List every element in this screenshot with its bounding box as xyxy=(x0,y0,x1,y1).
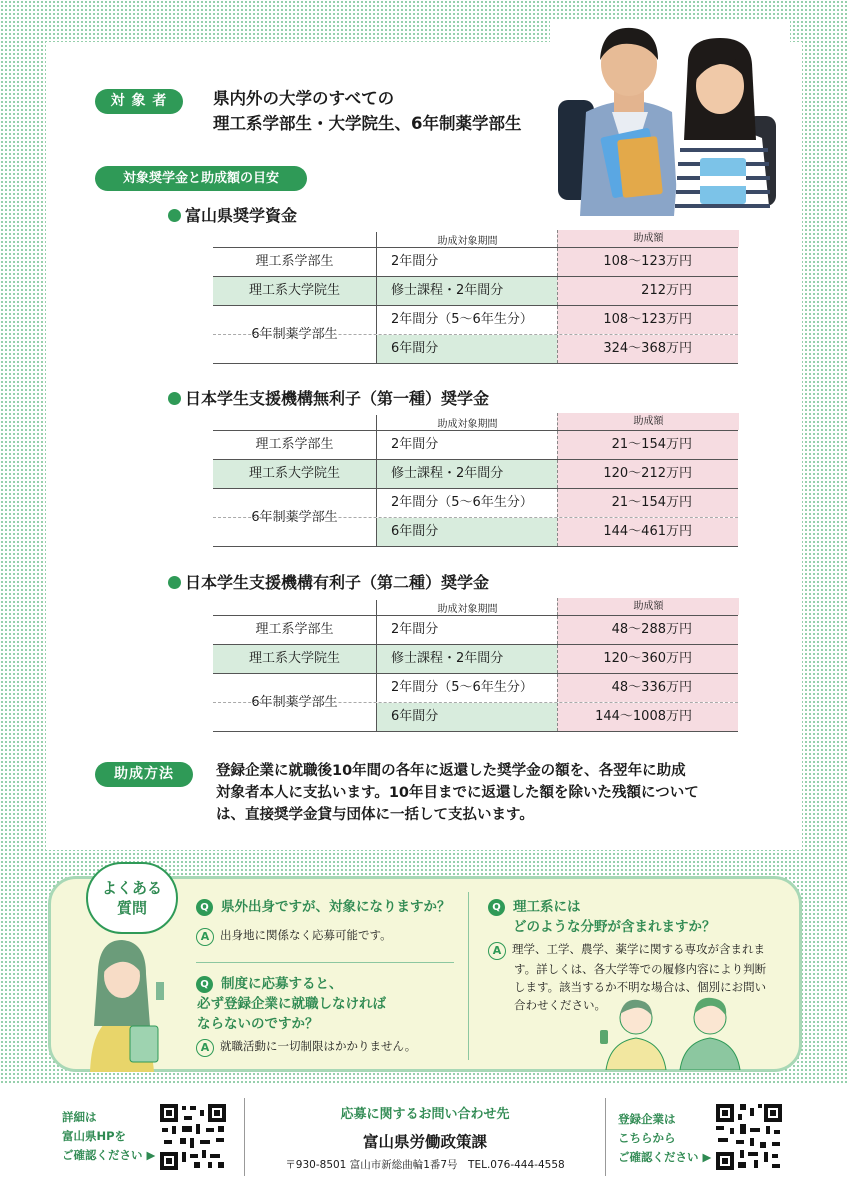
a1-text: 出身地に関係なく応募可能です。 xyxy=(220,928,392,942)
header-amount: 助成額 xyxy=(557,413,739,430)
header-period: 助成対象期間 xyxy=(376,600,558,615)
footer-divider-right xyxy=(605,1098,606,1176)
faq-column-divider xyxy=(468,892,469,1060)
q-icon: Q xyxy=(196,976,213,993)
target-description xyxy=(213,86,521,136)
table-row xyxy=(213,489,738,518)
two-students-illustration xyxy=(596,992,756,1070)
target-line2: 理工系学部生・大学院生、6年制薬学部生 xyxy=(213,114,522,133)
section-title-toyama xyxy=(168,203,297,226)
triangle-right-icon: ▶ xyxy=(698,1150,712,1164)
table-row xyxy=(213,674,738,703)
bubble-line2: 質問 xyxy=(116,899,147,917)
faq-a1 xyxy=(196,926,392,946)
qr-code-companies[interactable] xyxy=(714,1102,784,1172)
woman-illustration xyxy=(70,930,170,1072)
header-amount: 助成額 xyxy=(557,230,739,247)
row-amount: 120～360万円 xyxy=(557,645,738,673)
scholarship-label: 対象奨学金と助成額の目安 xyxy=(95,166,307,191)
row-period: 2年間分（5～6年生分） xyxy=(376,306,557,334)
row-category: 6年制薬学部生 xyxy=(251,695,338,710)
method-line1: 登録企業に就職後10年間の各年に返還した奨学金の額を、各翌年に助成 xyxy=(216,763,686,779)
table-row xyxy=(213,277,738,306)
row-category: 理工系大学院生 xyxy=(213,645,376,673)
left-line2: 富山県HPを xyxy=(62,1129,127,1143)
q1-text: 県外出身ですが、対象になりますか？ xyxy=(221,899,451,915)
section-title-jasso1 xyxy=(168,386,489,409)
qr-code-hp[interactable] xyxy=(158,1102,228,1172)
table-row xyxy=(213,518,738,547)
target-line1: 県内外の大学のすべての xyxy=(213,89,395,108)
row-amount: 108～123万円 xyxy=(557,306,738,334)
a-icon: A xyxy=(196,1039,214,1057)
section-title-text: 富山県奨学資金 xyxy=(185,206,298,225)
department-name: 富山県労働政策課 xyxy=(362,1133,487,1151)
row-period: 修士課程・2年間分 xyxy=(376,645,557,673)
section-title-text: 日本学生支援機構無利子（第一種）奨学金 xyxy=(185,389,490,408)
a3-line4: 合わせください。 xyxy=(514,998,606,1012)
row-category: 理工系学部生 xyxy=(255,254,334,269)
a2-text: 就職活動に一切制限はかかりません。 xyxy=(220,1039,417,1053)
table-row xyxy=(213,703,738,732)
row-period: 6年間分 xyxy=(376,518,557,546)
row-category: 理工系大学院生 xyxy=(213,277,376,305)
left-line1: 詳細は xyxy=(62,1110,97,1124)
table-row xyxy=(213,460,738,489)
faq-q3 xyxy=(488,897,716,937)
table-header xyxy=(213,230,738,248)
table-row xyxy=(213,431,738,460)
faq-bubble xyxy=(86,862,178,934)
students-photo xyxy=(550,20,790,216)
pharm-group xyxy=(213,306,738,364)
row-category: 理工系学部生 xyxy=(255,622,334,637)
contact-address: 〒930-8501 富山市新総曲輪1番7号 TEL.076-444-4558 xyxy=(285,1159,565,1171)
row-amount: 212万円 xyxy=(557,277,738,305)
row-period: 2年間分 xyxy=(376,431,557,459)
row-period: 2年間分 xyxy=(376,616,557,644)
table-row xyxy=(213,616,738,645)
row-amount: 120～212万円 xyxy=(557,460,738,488)
footer-right-note xyxy=(618,1110,711,1167)
q-icon: Q xyxy=(488,899,505,916)
row-amount: 144～1008万円 xyxy=(557,703,738,731)
header-amount: 助成額 xyxy=(557,598,739,615)
table-jasso2 xyxy=(213,598,738,732)
method-label: 助成方法 xyxy=(95,762,193,787)
row-category: 理工系学部生 xyxy=(255,437,334,452)
footer-left-note xyxy=(62,1108,155,1165)
row-period: 6年間分 xyxy=(376,335,557,363)
table-toyama xyxy=(213,230,738,364)
row-amount: 21～154万円 xyxy=(557,489,738,517)
bullet-icon xyxy=(168,392,181,405)
pharm-group xyxy=(213,489,738,547)
row-category: 6年制薬学部生 xyxy=(251,510,338,525)
q2-line3: ならないのですか？ xyxy=(197,1016,319,1032)
table-row xyxy=(213,645,738,674)
method-line2: 対象者本人に支払います。10年目までに返還した額を除いた残額について xyxy=(216,785,699,801)
table-row xyxy=(213,306,738,335)
table-header xyxy=(213,598,738,616)
row-amount: 48～336万円 xyxy=(557,674,738,702)
section-title-jasso2 xyxy=(168,570,489,593)
row-period: 2年間分（5～6年生分） xyxy=(376,489,557,517)
a-icon: A xyxy=(488,942,506,960)
row-period: 2年間分（5～6年生分） xyxy=(376,674,557,702)
method-description xyxy=(216,760,756,826)
row-period: 修士課程・2年間分 xyxy=(376,277,557,305)
row-amount: 108～123万円 xyxy=(557,248,738,276)
bullet-icon xyxy=(168,576,181,589)
right-line3: ご確認ください xyxy=(618,1150,699,1164)
contact-title: 応募に関するお問い合わせ先 xyxy=(340,1107,510,1122)
faq-a2 xyxy=(196,1037,416,1057)
target-label: 対 象 者 xyxy=(95,89,183,114)
a3-line3: します。該当するか不明な場合は、個別にお問い xyxy=(514,980,767,994)
row-period: 6年間分 xyxy=(376,703,557,731)
row-amount: 21～154万円 xyxy=(557,431,738,459)
bullet-icon xyxy=(168,209,181,222)
faq-divider xyxy=(196,962,454,963)
a3-line1: 理学、工学、農学、薬学に関する専攻が含まれま xyxy=(512,942,765,956)
a-icon: A xyxy=(196,928,214,946)
q2-line1: 制度に応募すると、 xyxy=(221,976,343,992)
header-period: 助成対象期間 xyxy=(376,232,558,247)
row-period: 2年間分 xyxy=(376,248,557,276)
table-jasso1 xyxy=(213,413,738,547)
right-line2: こちらから xyxy=(618,1131,676,1145)
row-period: 修士課程・2年間分 xyxy=(376,460,557,488)
q-icon: Q xyxy=(196,899,213,916)
q3-line1: 理工系には xyxy=(513,899,581,915)
section-title-text: 日本学生支援機構有利子（第二種）奨学金 xyxy=(185,573,490,592)
row-amount: 48～288万円 xyxy=(557,616,738,644)
a3-line2: す。詳しくは、各大学等での履修内容により判断 xyxy=(514,962,767,976)
bubble-line1: よくある xyxy=(101,879,162,897)
row-amount: 144～461万円 xyxy=(557,518,738,546)
q2-line2: 必ず登録企業に就職しなければ xyxy=(197,996,386,1012)
table-row xyxy=(213,335,738,364)
faq-q1 xyxy=(196,897,451,917)
left-line3: ご確認ください xyxy=(62,1148,143,1162)
row-amount: 324～368万円 xyxy=(557,335,738,363)
table-header xyxy=(213,413,738,431)
row-category: 理工系大学院生 xyxy=(213,460,376,488)
table-row xyxy=(213,248,738,277)
method-line3: は、直接奨学金貸与団体に一括して支払います。 xyxy=(216,807,534,823)
right-line1: 登録企業は xyxy=(618,1112,676,1126)
q3-line2: どのような分野が含まれますか？ xyxy=(513,919,716,935)
triangle-right-icon: ▶ xyxy=(142,1148,156,1162)
row-category: 6年制薬学部生 xyxy=(251,327,338,342)
pharm-group xyxy=(213,674,738,732)
faq-q2 xyxy=(196,974,386,1034)
header-period: 助成対象期間 xyxy=(376,415,558,430)
